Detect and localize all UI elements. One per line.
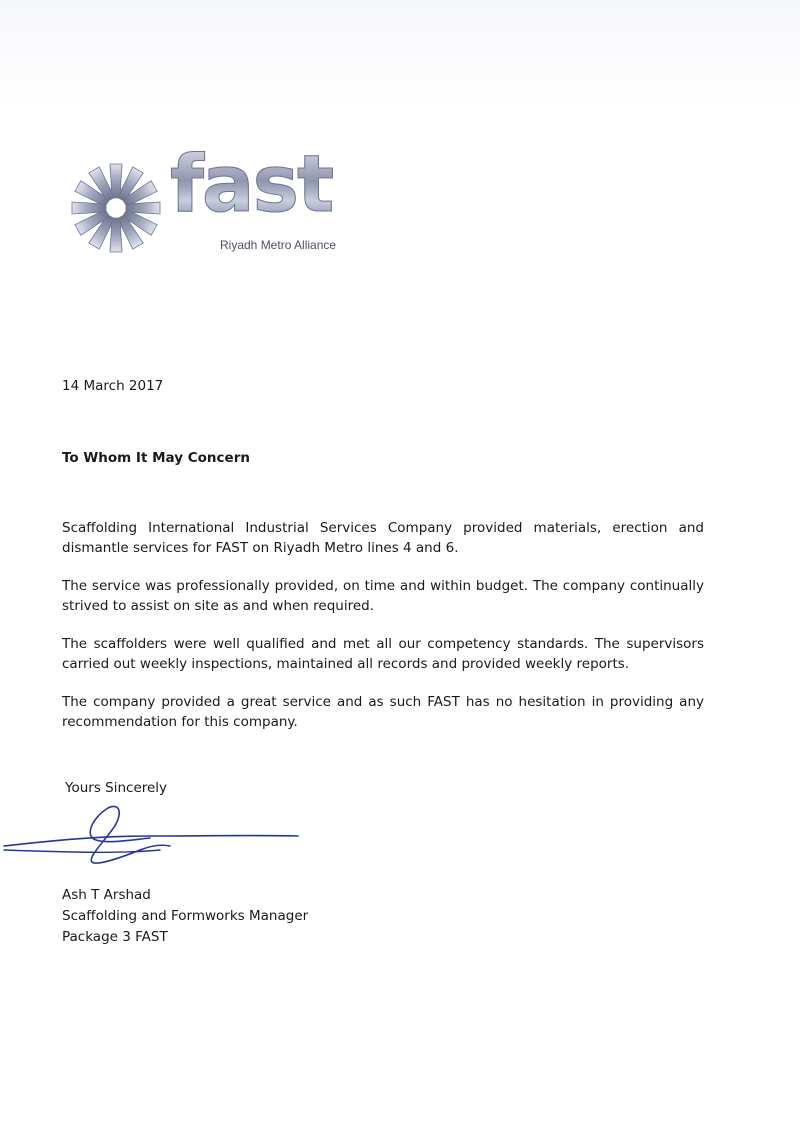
paragraph: The scaffolders were well qualified and met all our competency standards. The supervisors carried out weekly inspections, maintained all records and provided weekly reports.: [62, 636, 704, 672]
signer-title: Scaffolding and Formworks Manager: [62, 908, 309, 924]
paragraph: Scaffolding International Industrial Services Company provided materials, erection and dismantle services for FAST on Riyadh Metro lines 4 and 6.: [62, 520, 704, 556]
letter-paragraphs: [62, 518, 704, 750]
letter-salutation: To Whom It May Concern: [62, 450, 250, 466]
handwritten-signature: [0, 800, 310, 875]
asterisk-snowflake-icon: [66, 158, 166, 258]
paragraph: The company provided a great service and as such FAST has no hesitation in providing any recommendation for this company.: [62, 694, 704, 730]
letter-closing: Yours Sincerely: [65, 780, 168, 796]
page-scan-tint: [0, 0, 800, 110]
letter-date: 14 March 2017: [62, 378, 164, 394]
signer-organization: Package 3 FAST: [62, 929, 168, 945]
paragraph: The service was professionally provided, on time and within budget. The company continually strived to assist on site as and when required.: [62, 578, 704, 614]
logo-wordmark: fast: [170, 140, 333, 230]
logo-tagline: Riyadh Metro Alliance: [220, 238, 337, 252]
company-logo: [66, 140, 366, 258]
signer-name: Ash T Arshad: [62, 887, 151, 903]
